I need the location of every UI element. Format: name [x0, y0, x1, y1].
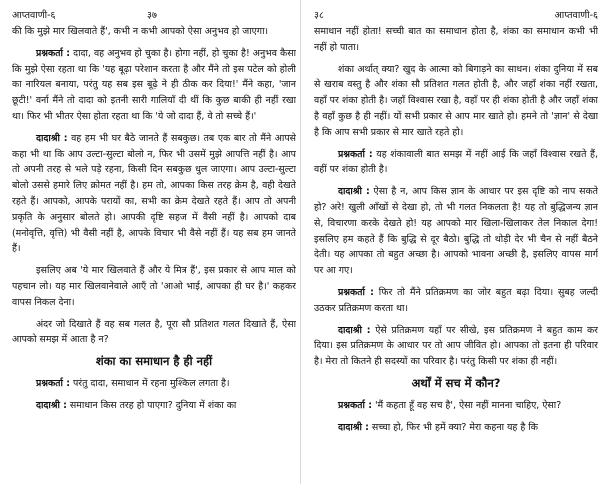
page-number: ३७	[147, 10, 157, 21]
dialogue-text: यह शंकावाली बात समझ में नहीं आई कि जहाँ विश्वास रखते हैं, वहीं पर शंका होती है।	[314, 148, 598, 176]
section-heading: अर्थों में सच में कौन?	[411, 375, 501, 390]
dialogue-paragraph	[12, 131, 296, 257]
paragraph: की कि मुझे मार खिलवाते हैं', कभी न कभी आपको ऐसा अनुभव हो जाएगा।	[12, 26, 269, 37]
page-divider	[300, 0, 301, 484]
paragraph: अंदर जो दिखाते हैं वह सब गलत है, पूरा सौ प्रतिशत गलत दिखाते हैं, ऐसा आपको समझ में आता है न?	[12, 318, 296, 346]
dialogue-text: ऐसे प्रतिक्रमण यहाँ पर सीखे, इस प्रतिक्रमण ने बहुत काम कर दिया। इस प्रतिक्रमण के आधार पर तो आप जीवित हो। आपका तो इतना ही परिवार है। मेरा तो कितने ही सदस्यों का परिवार है। परंतु किसी पर शंका ही नहीं।	[314, 324, 598, 368]
dialogue-paragraph	[314, 398, 598, 414]
speaker-label: दादाश्री :	[338, 421, 369, 433]
dialogue-text: सच्चा हो, फिर भी हमें क्या? मेरा कहना यह है कि	[371, 421, 538, 433]
speaker-label: दादाश्री :	[36, 399, 67, 411]
dialogue-paragraph	[314, 184, 598, 279]
dialogue-paragraph	[314, 420, 598, 436]
speaker-label: प्रश्नकर्ता :	[36, 47, 71, 59]
running-title: आप्तवाणी-६	[554, 10, 598, 21]
dialogue-paragraph	[12, 46, 296, 125]
running-title: आप्तवाणी-६	[12, 10, 56, 21]
speaker-label: प्रश्नकर्ता :	[338, 286, 374, 298]
left-page	[12, 0, 296, 484]
right-page	[314, 0, 598, 484]
dialogue-paragraph	[314, 323, 598, 370]
dialogue-text: फिर तो मैंने प्रतिक्रमण का जोर बहुत बढ़ा दिया। सुबह जल्दी उठकर प्रतिक्रमण करता था।	[314, 286, 598, 314]
dialogue-text: वह हम भी घर बैठे जानते हैं सबकुछ। तब एक बार तो मैंने आपसे कहा भी था कि आप उल्टा-सुल्टा बोलो न, फिर भी उसमें मुझे आपत्ति नहीं है। आप तो अपनी तरह से भले पड़े रहना, किसी दिन सबकुछ धुल जाएगा। आप उल्टा-सुल्टा बोलो उससे हमारे लिए क्रोमत नहीं है। हम तो, आपका किस तरह क्रेम है, वही देखते रहते हैं। आपको, आपके परायों का, सभी का क्रेम देखते रहते हैं। आप तो अपनी प्रकृति के अनुसार बोलते हो। आपकी दृष्टि सहज में वैसी नहीं है। आपको दाब (मनोवृत्ति, वृत्ति) भी वैसी नहीं है, आपके विचार भी वैसे नहीं हैं। यह सब हम जानते हैं।	[12, 132, 296, 255]
dialogue-paragraph	[314, 147, 598, 179]
speaker-label: प्रश्नकर्ता :	[36, 377, 70, 389]
paragraph: इसलिए अब 'ये मार खिलवाते हैं और ये मित्र हैं', इस प्रकार से आप माल को पहचान लो। यह मार खिलवानेवाले आएँ तो 'आओ भाई, आपका ही घर है।' कहकर वापस निकल देना।	[12, 265, 296, 308]
right-page-header	[314, 0, 598, 24]
dialogue-text: परंतु दादा, समाधान में रहना मुश्किल लगता है।	[72, 377, 230, 389]
page-number: ३८	[314, 10, 324, 21]
speaker-label: प्रश्नकर्ता :	[338, 148, 373, 160]
section-heading: शंका का समाधान है ही नहीं	[95, 354, 213, 369]
speaker-label: प्रश्नकर्ता :	[338, 399, 372, 411]
dialogue-paragraph	[12, 376, 296, 392]
paragraph: समाधान नहीं होता! सच्ची बात का समाधान होता है, शंका का समाधान कभी भी नहीं हो पाता।	[314, 26, 598, 53]
dialogue-text: समाधान किस तरह हो पाएगा? दुनिया में शंका का	[69, 399, 237, 411]
dialogue-text: ऐसा है न, आप किस ज्ञान के आधार पर इस दृष्टि को नाप सकते हो? अरे! खुली आँखों से देखा हो, तो भी गलत निकलता है! यह तो बुद्धिजन्य ज्ञान से, विचारणा करके देखते हो! यह आपको मार खिला-खिलाकर तेल निकाल देगा! इसलिए हम कहते हैं कि बुद्धि से दूर बैठो। बुद्धि तो थोड़ी देर भी चैन से नहीं बैठने देती। यह आपका तो बहुत अच्छा है। आपको भावना अच्छी है, इसलिए वापस मार्ग पर आ गए।	[314, 186, 598, 277]
dialogue-paragraph	[12, 398, 296, 414]
dialogue-paragraph	[314, 285, 598, 317]
speaker-label: दादाश्री :	[338, 186, 370, 198]
speaker-label: दादाश्री :	[36, 132, 68, 144]
dialogue-text: 'मैं कहता हूँ वह सच है', ऐसा नहीं मानना चाहिए, ऐसा?	[374, 399, 562, 411]
paragraph: शंका अर्थात् क्या? खुद के आत्मा को बिगाड़ने का साधन। शंका दुनिया में सब से खराब वस्तु है और शंका सौ प्रतिशत गलत होती है, और जहाँ शंका नहीं रखता, वहाँ पर शंका होती है। जहाँ विश्वास रखा है, वहाँ पर ही शंका होती है और जहाँ शंका है वहाँ कुछ है ही नहीं। यों सभी प्रकार से आप मार खाते हो। हमने तो 'ज्ञान' से देखा है कि आप सभी प्रकार से मार खाते रहते हो।	[314, 63, 598, 138]
dialogue-text: दादा, वह अनुभव हो चुका है। होगा नहीं, हो चुका है! अनुभव कैसा कि मुझे ऐसा रहता था कि 'यह बूढ़ा परेशान करता है और मैंने तो इस पटेल को होली का नारियल बनाया, परंतु यह सब इस बूढ़े ने ही ठीक कर दिया!' मैंने कहा, 'जान छूटी!' वर्ना मैंने तो दादा को इतनी सारी गालियाँ दी थीं कि कुछ बाकी ही नहीं रखा था। फिर भी भीतर ऐसा होता रहता था कि 'ये जो दादा हैं, वे तो सच्चे हैं।'	[12, 47, 296, 122]
left-page-header	[12, 0, 296, 24]
speaker-label: दादाश्री :	[338, 324, 371, 336]
